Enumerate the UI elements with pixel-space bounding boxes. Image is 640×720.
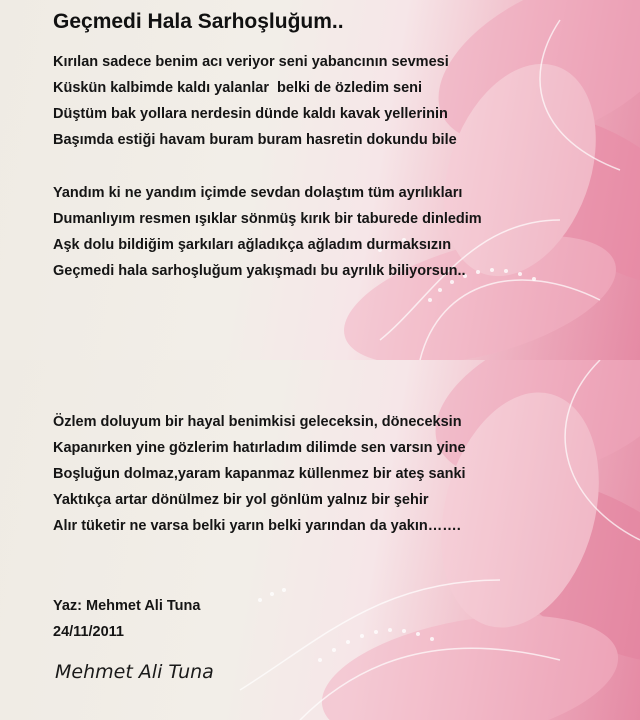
poem-line: Aşk dolu bildiğim şarkıları ağladıkça ağladım durmaksızın: [53, 237, 452, 253]
poem-line: Kapanırken yine gözlerim hatırladım dilimde sen varsın yine: [53, 440, 466, 456]
poem-date: 24/11/2011: [53, 624, 124, 640]
poem-line: Kırılan sadece benim acı veriyor seni yabancının sevmesi: [53, 54, 449, 70]
poem-line: Yaktıkça artar dönülmez bir yol gönlüm yalnız bir şehir: [53, 492, 429, 508]
poem-line: Yandım ki ne yandım içimde sevdan dolaştım tüm ayrılıkları: [53, 185, 463, 201]
poem-line: Düştüm bak yollara nerdesin dünde kaldı kavak yellerinin: [53, 106, 448, 122]
poem-line: Alır tüketir ne varsa belki yarın belki yarından da yakın…….: [53, 518, 461, 534]
poem-line: Dumanlıyım resmen ışıklar sönmüş kırık bir taburede dinledim: [53, 211, 482, 227]
author-line: Yaz: Mehmet Ali Tuna: [53, 598, 201, 614]
poem-line: Küskün kalbimde kaldı yalanlar belki de özledim seni: [53, 80, 423, 96]
poem-line: Boşluğun dolmaz,yaram kapanmaz küllenmez bir ateş sanki: [53, 466, 466, 482]
poem-line: Geçmedi hala sarhoşluğum yakışmadı bu ayrılık biliyorsun..: [53, 263, 466, 279]
author-signature: Mehmet Ali Tuna: [55, 661, 214, 683]
poem-title: Geçmedi Hala Sarhoşluğum..: [53, 10, 344, 33]
poem-line: Özlem doluyum bir hayal benimkisi geleceksin, döneceksin: [53, 414, 462, 430]
poem-line: Başımda estiği havam buram buram hasretin dokundu bile: [53, 132, 457, 148]
